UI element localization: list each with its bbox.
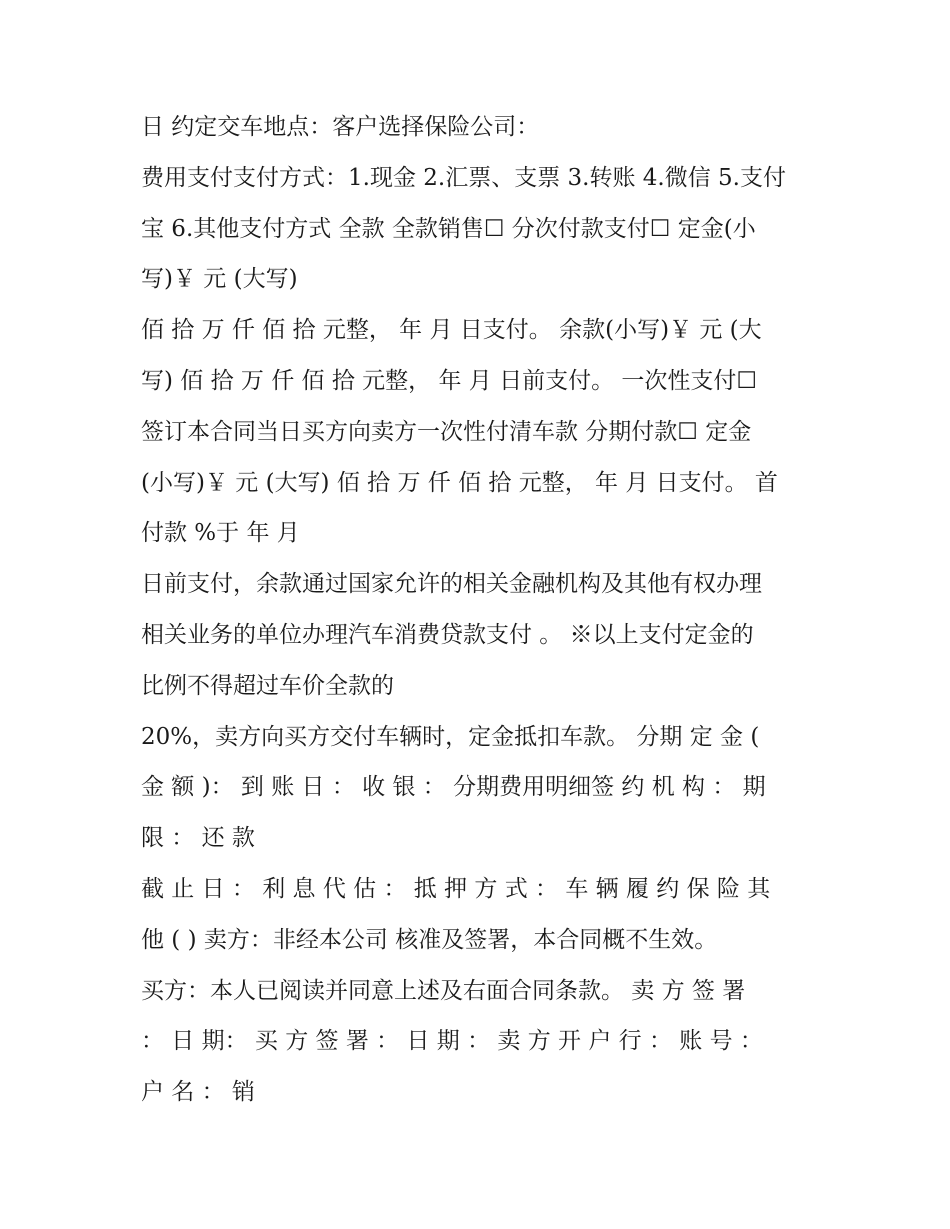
text-line-6: 写) 佰 拾 万 仟 佰 拾 元整， 年 月 日前支付。 一次性支付☐ xyxy=(141,367,758,394)
text-line-2: 费用支付支付方式：1.现金 2.汇票、支票 3.转账 4.微信 5.支付 xyxy=(141,164,786,191)
text-line-7: 签订本合同当日买方向卖方一次性付清车款 分期付款☐ 定金 xyxy=(141,418,752,445)
text-line-5: 佰 拾 万 仟 佰 拾 元整， 年 月 日支付。 余款(小写)￥ 元 (大 xyxy=(141,317,762,344)
text-line-19: ： 日 期： 买 方 签 署 ： 日 期 ： 卖 方 开 户 行 ： 账 号 ： xyxy=(141,1028,763,1055)
text-line-10: 日前支付，余款通过国家允许的相关金融机构及其他有权办理 xyxy=(141,571,762,598)
text-line-14: 金 额 )： 到 账 日 ： 收 银 ： 分期费用明细签 约 机 构 ： 期 xyxy=(141,774,766,801)
text-line-8: (小写)￥ 元 (大写) 佰 拾 万 仟 佰 拾 元整， 年 月 日支付。 首 xyxy=(141,469,778,496)
text-line-1: 日 约定交车地点：客户选择保险公司： xyxy=(141,114,540,140)
text-line-11: 相关业务的单位办理汽车消费贷款支付 。 ※以上支付定金的 xyxy=(141,621,754,648)
text-line-9: 付款 %于 年 月 xyxy=(141,520,300,547)
contract-text-block xyxy=(141,102,821,1118)
text-line-4: 写)￥ 元 (大写) xyxy=(141,266,298,293)
text-line-17: 他 ( ) 卖方：非经本公司 核准及签署，本合同概不生效。 xyxy=(141,926,718,953)
text-line-15: 限 ： 还 款 xyxy=(141,825,255,852)
text-line-12: 比例不得超过车价全款的 xyxy=(141,672,394,699)
text-line-3: 宝 6.其他支付方式 全款 全款销售☐ 分次付款支付☐ 定金(小 xyxy=(141,215,756,242)
text-line-18: 买方：本人已阅读并同意上述及右面合同条款。 卖 方 签 署 xyxy=(141,977,746,1004)
text-line-16: 截 止 日 ： 利 息 代 估 ： 抵 押 方 式 ： 车 辆 履 约 保 险 其 xyxy=(141,875,771,902)
text-line-13: 20%，卖方向买方交付车辆时，定金抵扣车款。 分期 定 金 ( xyxy=(141,723,760,750)
text-line-20: 户 名 ： 销 xyxy=(141,1079,255,1106)
